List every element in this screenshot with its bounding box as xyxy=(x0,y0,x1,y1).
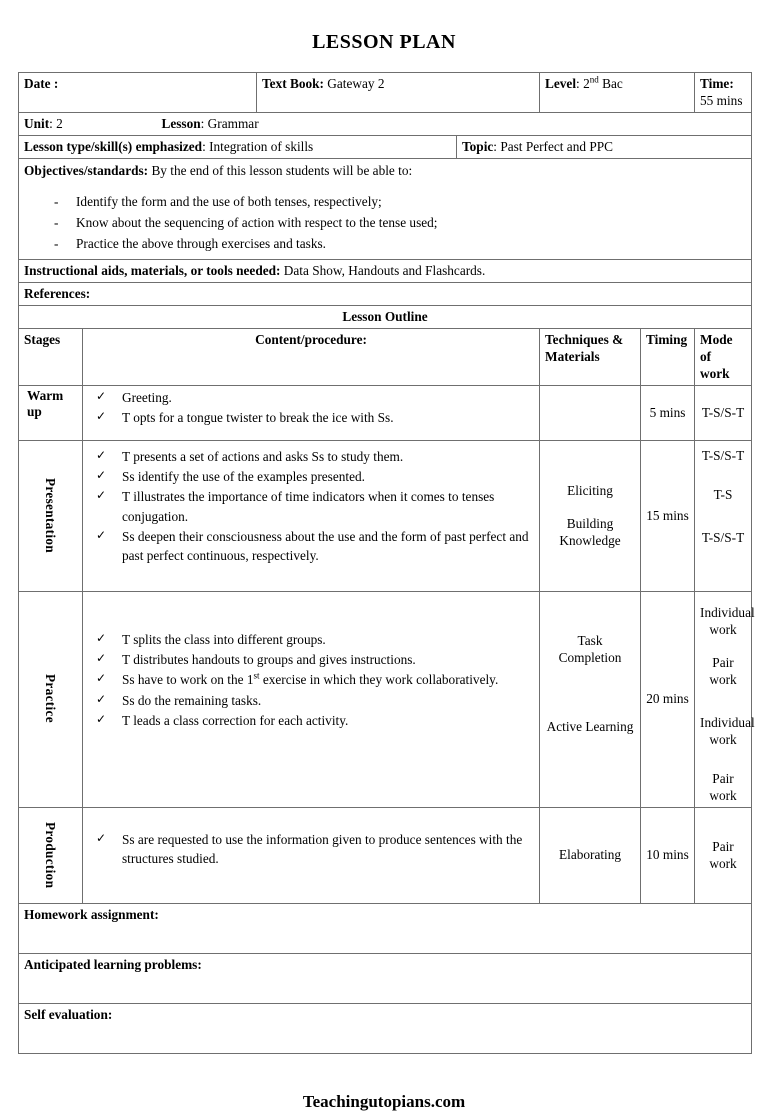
objectives-intro-text: By the end of this lesson students will be able to: xyxy=(151,163,413,179)
check-icon: ✓ xyxy=(96,409,107,424)
outline-title-row xyxy=(19,305,752,328)
content-item-text: T splits the class into different groups. xyxy=(122,631,326,647)
column-header-timing: Timing xyxy=(641,328,695,385)
objective-dash: - xyxy=(54,214,59,230)
time-value: 55 mins xyxy=(700,93,743,109)
lesson-label: Lesson xyxy=(161,116,201,132)
objective-dash: - xyxy=(54,235,59,251)
textbook-cell xyxy=(257,73,540,113)
homework-cell xyxy=(19,903,752,953)
objective-dash: - xyxy=(54,194,59,210)
content-list xyxy=(88,630,534,730)
aids-label: Instructional aids, materials, or tools needed: xyxy=(24,262,281,278)
content-cell-production xyxy=(83,807,540,903)
check-icon: ✓ xyxy=(96,488,107,503)
aids-cell xyxy=(19,259,752,282)
mode-item: Individual work xyxy=(700,714,755,747)
techniques-cell-production xyxy=(540,807,641,903)
techniques-cell-practice xyxy=(540,591,641,807)
header-row-1 xyxy=(19,73,752,113)
stage-label-production: Production xyxy=(43,821,58,889)
content-item xyxy=(88,527,534,566)
outline-section-title: Lesson Outline xyxy=(19,305,752,328)
column-header-techniques xyxy=(540,328,641,385)
content-item-text: T leads a class correction for each activity. xyxy=(122,712,349,728)
mode-cell-presentation xyxy=(695,440,752,591)
textbook-value: Gateway 2 xyxy=(327,76,385,91)
content-item xyxy=(88,467,534,486)
topic-value: Past Perfect and PPC xyxy=(500,139,613,155)
problems-cell xyxy=(19,953,752,1003)
timing-cell-production: 10 mins xyxy=(641,807,695,903)
content-item xyxy=(88,487,534,526)
header-row-3 xyxy=(19,136,752,159)
check-icon: ✓ xyxy=(96,447,107,462)
content-item xyxy=(88,388,534,407)
objective-text: Know about the sequencing of action with respect to the tense used; xyxy=(76,214,438,230)
mode-cell-warm-up xyxy=(695,385,752,440)
check-icon: ✓ xyxy=(96,691,107,706)
content-item-text: T presents a set of actions and asks Ss to study them. xyxy=(122,448,404,464)
level-value-rest: Bac xyxy=(602,76,623,91)
technique-item: Building Knowledge xyxy=(559,515,621,548)
textbook-label: Text Book: xyxy=(262,76,324,91)
lesson-type-value: Integration of skills xyxy=(209,139,314,155)
mode-item: Individual work xyxy=(700,604,755,637)
content-list xyxy=(88,830,534,869)
self-evaluation-label: Self evaluation: xyxy=(24,1006,113,1022)
self-evaluation-cell xyxy=(19,1003,752,1053)
content-item xyxy=(88,830,534,869)
objective-item xyxy=(24,193,746,212)
aids-row xyxy=(19,259,752,282)
check-icon: ✓ xyxy=(96,830,107,845)
content-cell-practice xyxy=(83,591,540,807)
unit-value: 2 xyxy=(56,116,63,132)
content-item-text: Ss are requested to use the information given to produce sentences with the structures studied. xyxy=(122,831,523,867)
problems-label: Anticipated learning problems: xyxy=(24,956,202,972)
stage-cell-warm-up xyxy=(19,385,83,440)
content-list xyxy=(88,447,534,566)
homework-row xyxy=(19,903,752,953)
timing-cell-practice: 20 mins xyxy=(641,591,695,807)
references-label: References: xyxy=(24,285,91,301)
check-icon: ✓ xyxy=(96,527,107,542)
techniques-cell-warm-up xyxy=(540,385,641,440)
check-icon: ✓ xyxy=(96,468,107,483)
column-header-stages: Stages xyxy=(19,328,83,385)
content-item-text: T opts for a tongue twister to break the ice with Ss. xyxy=(122,410,394,426)
stage-cell-presentation xyxy=(19,440,83,591)
column-header-techniques-line2: Materials xyxy=(545,348,600,364)
homework-label: Homework assignment: xyxy=(24,906,159,922)
column-header-techniques-line1: Techniques & xyxy=(545,331,624,347)
content-item-text: Greeting. xyxy=(122,389,172,405)
level-value-ordinal: nd xyxy=(589,74,599,85)
footer-site-name: Teachingutopians.com xyxy=(302,1091,466,1111)
level-label: Level xyxy=(545,76,577,91)
mode-item: Pair work xyxy=(709,770,737,803)
objective-item xyxy=(24,214,746,233)
lesson-value: Grammar xyxy=(207,116,259,132)
page-title: LESSON PLAN xyxy=(312,31,456,53)
stage-cell-production xyxy=(19,807,83,903)
mode-item: Pair work xyxy=(709,838,737,871)
content-item xyxy=(88,447,534,466)
lesson-plan-table xyxy=(18,72,755,1054)
content-item-text: Ss have to work on the 1st exercise in which they work collaboratively. xyxy=(122,670,499,688)
objective-text: Practice the above through exercises and tasks. xyxy=(76,235,326,251)
objectives-label: Objectives/standards: xyxy=(24,163,149,179)
objectives-intro xyxy=(24,162,746,179)
topic-label: Topic xyxy=(462,139,494,155)
timing-cell-warm-up: 5 mins xyxy=(641,385,695,440)
topic-cell: Topic: Past Perfect and PPC xyxy=(457,136,752,159)
references-cell xyxy=(19,282,752,305)
objective-text: Identify the form and the use of both tenses, respectively; xyxy=(76,194,382,210)
level-cell: Level: 2nd Bac xyxy=(540,73,695,113)
check-icon: ✓ xyxy=(96,388,107,403)
header-row-2 xyxy=(19,113,752,136)
time-cell xyxy=(695,73,752,113)
unit-lesson-cell: Unit: 2 Lesson: Grammar xyxy=(19,113,752,136)
stage-label-line2: up xyxy=(27,403,42,419)
content-item xyxy=(88,630,534,649)
check-icon: ✓ xyxy=(96,671,107,686)
stage-label-practice: Practice xyxy=(43,674,58,724)
column-header-mode-line1: Mode of xyxy=(700,331,733,364)
content-list xyxy=(88,388,534,428)
technique-item: Eliciting xyxy=(567,482,613,498)
technique-item: Elaborating xyxy=(559,847,622,863)
column-header-content: Content/procedure: xyxy=(83,328,540,385)
content-item xyxy=(88,408,534,427)
check-icon: ✓ xyxy=(96,651,107,666)
content-item-text: T distributes handouts to groups and gives instructions. xyxy=(122,652,416,668)
stage-label-presentation: Presentation xyxy=(43,477,58,553)
content-item xyxy=(88,711,534,730)
outline-row-production xyxy=(19,807,752,903)
content-cell-warm-up xyxy=(83,385,540,440)
time-label: Time: xyxy=(700,76,734,91)
mode-item: T-S/S-T xyxy=(701,404,745,420)
mode-item: T-S/S-T xyxy=(701,529,745,545)
objectives-row xyxy=(19,159,752,260)
mode-item: T-S/S-T xyxy=(701,447,745,463)
content-item-text: T illustrates the importance of time indicators when it comes to tenses conjugation. xyxy=(122,489,495,524)
lesson-type-cell: Lesson type/skill(s) emphasized: Integration of skills xyxy=(19,136,457,159)
objective-item xyxy=(24,235,746,254)
column-header-mode-line2: work xyxy=(700,365,730,381)
date-cell xyxy=(19,73,257,113)
content-item xyxy=(88,650,534,669)
content-item-text: Ss deepen their consciousness about the use and the form of past perfect and past perfect continuous, respectively. xyxy=(122,528,529,564)
problems-row xyxy=(19,953,752,1003)
outline-column-header-row xyxy=(19,328,752,385)
content-item-text: Ss do the remaining tasks. xyxy=(122,692,262,708)
content-item-text: Ss identify the use of the examples presented. xyxy=(122,469,365,485)
check-icon: ✓ xyxy=(96,630,107,645)
mode-item: T-S xyxy=(713,486,733,502)
stage-cell-practice xyxy=(19,591,83,807)
techniques-cell-presentation xyxy=(540,440,641,591)
date-label: Date : xyxy=(24,76,59,91)
check-icon: ✓ xyxy=(96,711,107,726)
outline-row-presentation xyxy=(19,440,752,591)
content-item xyxy=(88,670,534,689)
technique-item: Task Completion xyxy=(558,632,622,665)
lesson-type-label: Lesson type/skill(s) emphasized xyxy=(24,139,203,155)
aids-value: Data Show, Handouts and Flashcards. xyxy=(283,262,486,278)
mode-cell-practice xyxy=(695,591,755,807)
outline-row-warm-up xyxy=(19,385,752,440)
objectives-cell xyxy=(19,159,752,260)
stage-label-line1: Warm xyxy=(27,387,64,403)
level-value: 2 xyxy=(583,76,590,91)
unit-label: Unit xyxy=(24,116,50,132)
technique-item: Active Learning xyxy=(546,718,634,734)
mode-cell-production xyxy=(695,807,752,903)
self-evaluation-row xyxy=(19,1003,752,1053)
timing-cell-presentation: 15 mins xyxy=(641,440,695,591)
objectives-list xyxy=(24,193,746,254)
references-row xyxy=(19,282,752,305)
column-header-mode xyxy=(695,328,752,385)
content-item xyxy=(88,691,534,710)
mode-item: Pair work xyxy=(709,654,737,687)
content-cell-presentation xyxy=(83,440,540,591)
outline-row-practice xyxy=(19,591,752,807)
